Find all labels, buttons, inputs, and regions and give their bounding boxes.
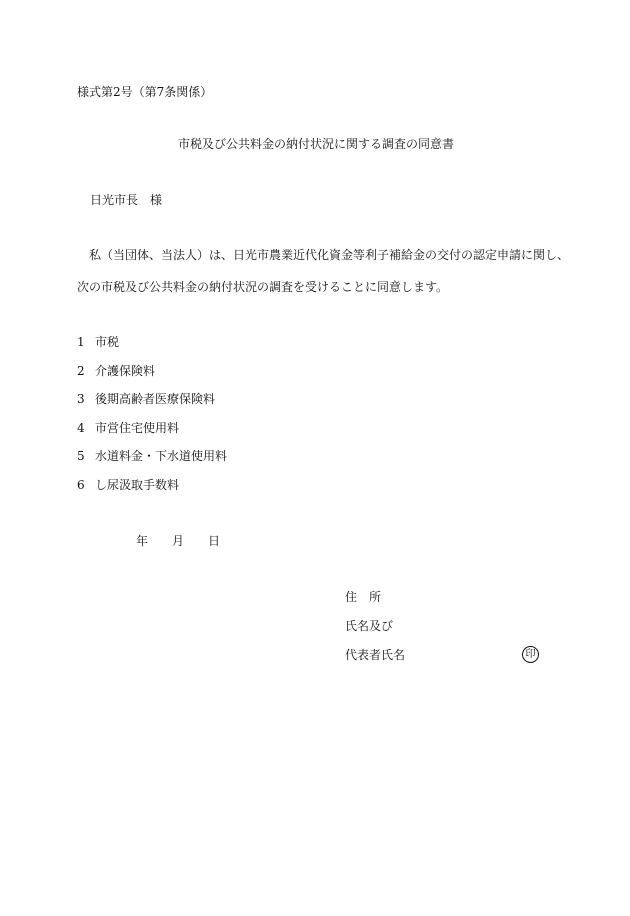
addressee-name: 日光市長 (90, 193, 139, 207)
item-number: 3 (77, 392, 85, 406)
list-item (77, 393, 227, 422)
date-line (136, 535, 220, 547)
document-title: 市税及び公共料金の納付状況に関する調査の同意書 (178, 137, 455, 151)
list-item (77, 422, 227, 451)
addressee-honorific: 様 (150, 193, 163, 207)
item-label: 市税 (95, 335, 120, 349)
date-day-label: 日 (208, 534, 221, 548)
name-label-line-1: 氏名及び (345, 619, 394, 633)
list-item (77, 450, 227, 479)
item-label: 市営住宅使用料 (95, 420, 180, 435)
form-number: 様式第2号（第7条関係） (77, 85, 213, 99)
item-number: 5 (77, 449, 85, 463)
list-item (77, 365, 227, 394)
item-number: 6 (77, 477, 85, 492)
addressee (90, 194, 162, 206)
signature-block (345, 591, 405, 678)
item-label: 介護保険料 (95, 363, 156, 378)
address-field (345, 591, 405, 620)
item-number: 4 (77, 420, 85, 435)
seal-mark: 印 (522, 646, 539, 663)
date-year-label: 年 (136, 534, 149, 548)
address-label-1: 住 (345, 590, 358, 604)
item-label: し尿汲取手数料 (95, 477, 180, 492)
address-label-2: 所 (369, 590, 382, 604)
item-label: 後期高齢者医療保険料 (95, 392, 216, 406)
list-item (77, 479, 227, 508)
name-label-line-2: 代表者氏名 (345, 648, 406, 662)
item-label: 水道料金・下水道使用料 (95, 449, 228, 463)
consent-text-line-1: 私（当団体、当法人）は、日光市農業近代化資金等利子補給金の交付の認定申請に関し、 (89, 248, 570, 262)
consent-item-list (77, 336, 227, 507)
list-item (77, 336, 227, 365)
date-month-label: 月 (172, 534, 185, 548)
item-number: 2 (77, 363, 85, 378)
item-number: 1 (77, 335, 85, 349)
consent-text-line-2: 次の市税及び公共料金の納付状況の調査を受けることに同意します。 (77, 280, 449, 294)
